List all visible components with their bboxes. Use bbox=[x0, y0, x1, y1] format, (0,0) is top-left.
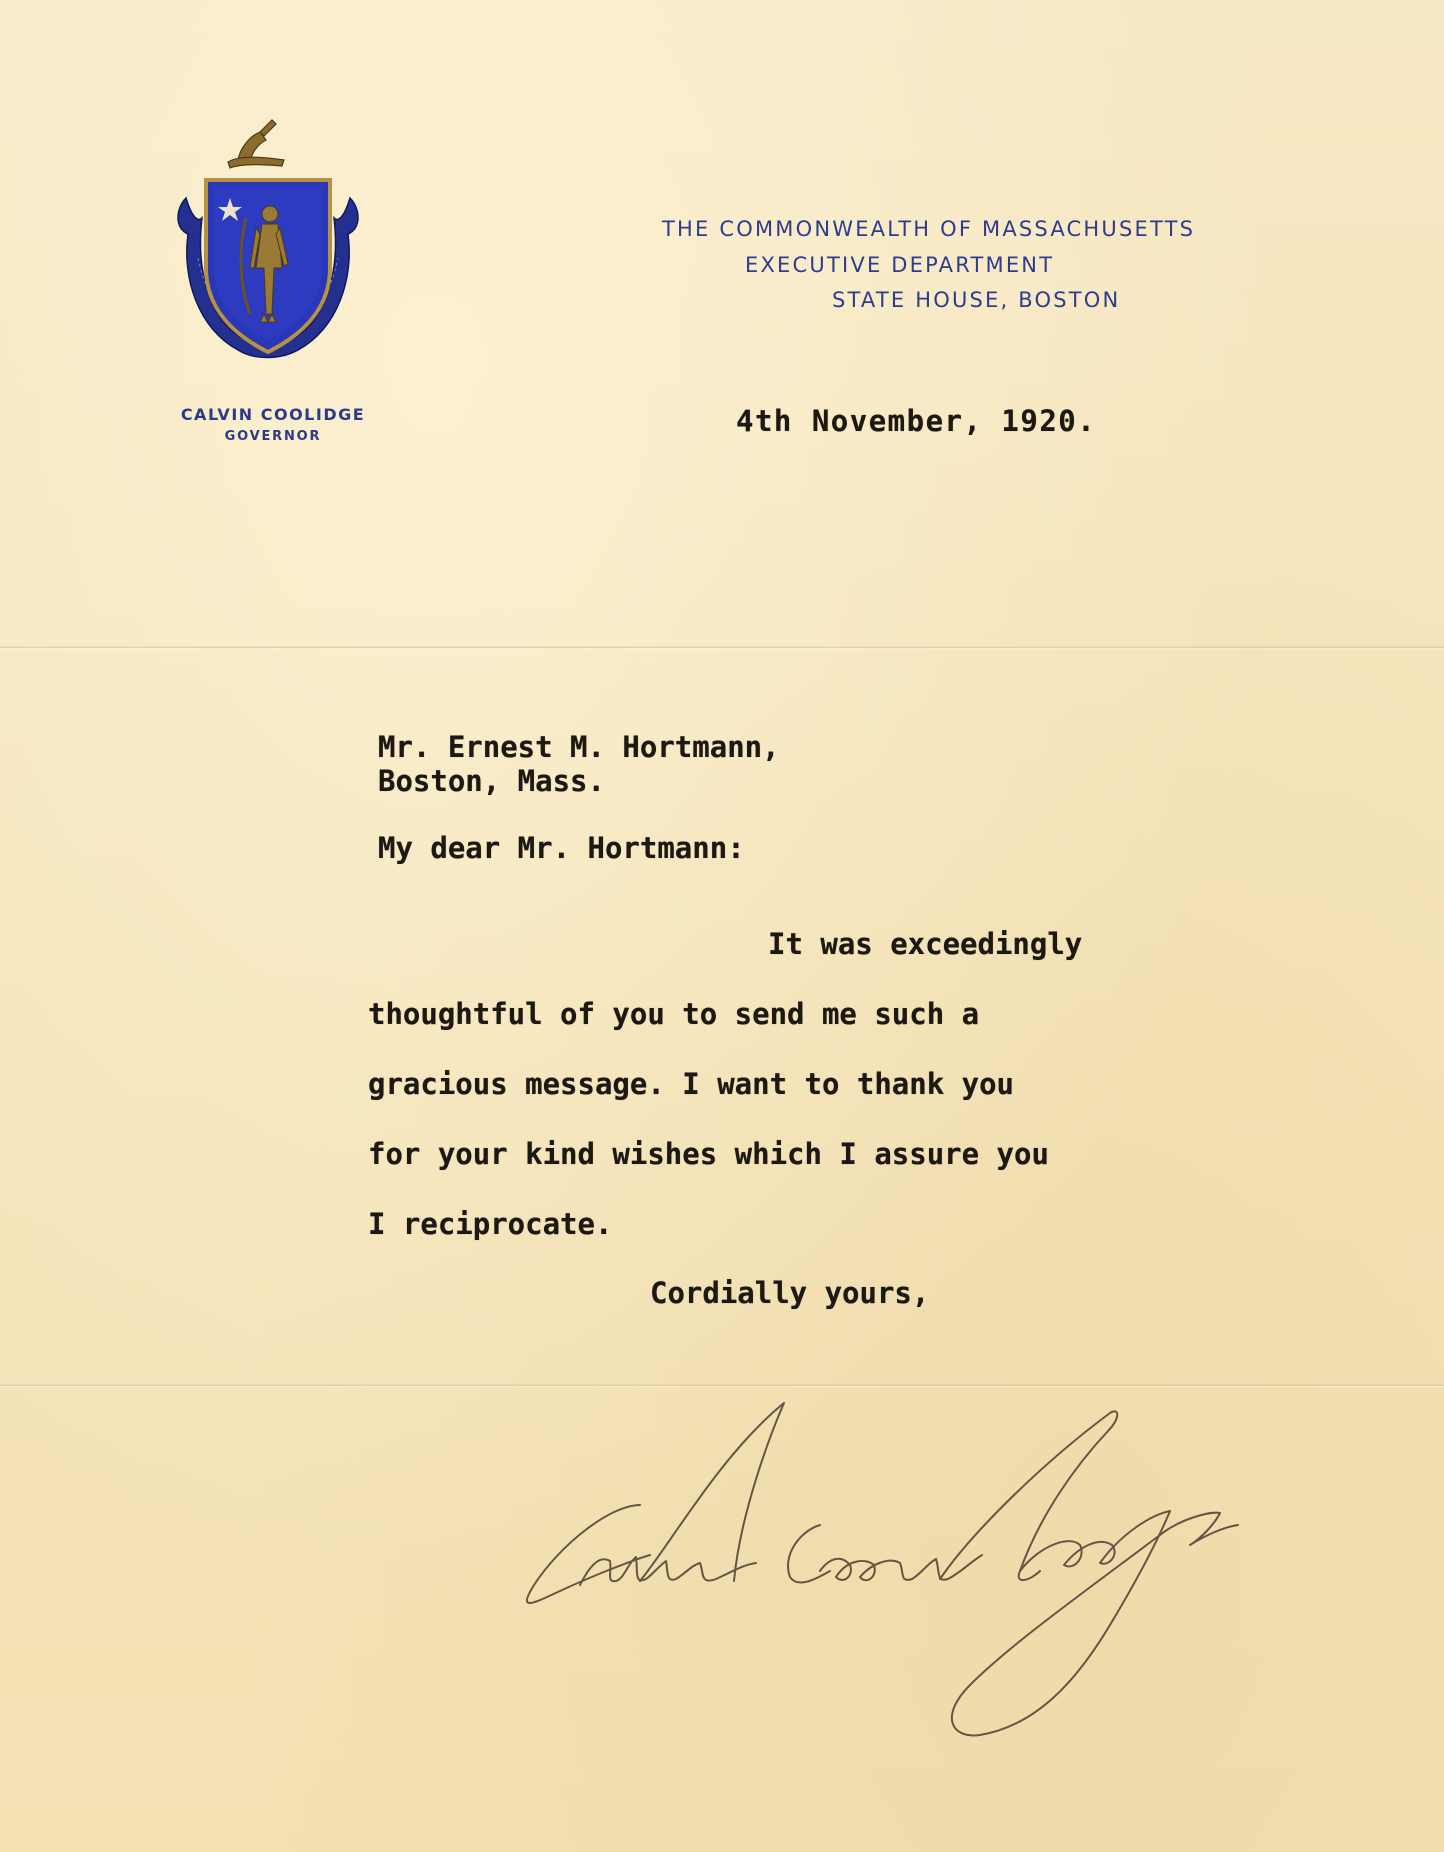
letterhead-line-1: THE COMMONWEALTH OF MASSACHUSETTS bbox=[662, 217, 1196, 241]
body-line: thoughtful of you to send me such a bbox=[368, 997, 980, 1031]
letterhead-line-2: EXECUTIVE DEPARTMENT bbox=[745, 253, 1055, 277]
governor-title: GOVERNOR bbox=[224, 429, 322, 444]
handwritten-signature bbox=[520, 1395, 1320, 1740]
body-line: I reciprocate. bbox=[368, 1207, 613, 1241]
salutation: My dear Mr. Hortmann: bbox=[378, 831, 745, 865]
fold-crease-bottom bbox=[0, 1384, 1444, 1388]
body-line: It was exceedingly bbox=[768, 927, 1083, 961]
massachusetts-seal-icon bbox=[168, 118, 368, 384]
letter-date: 4th November, 1920. bbox=[736, 404, 1097, 438]
recipient-location: Boston, Mass. bbox=[378, 764, 605, 798]
letterhead-line-3: STATE HOUSE, BOSTON bbox=[832, 288, 1121, 312]
body-line: gracious message. I want to thank you bbox=[368, 1067, 1015, 1101]
closing: Cordially yours, bbox=[650, 1276, 930, 1310]
recipient-name: Mr. Ernest M. Hortmann, bbox=[378, 730, 780, 764]
fold-crease-top bbox=[0, 646, 1444, 650]
body-line: for your kind wishes which I assure you bbox=[368, 1137, 1049, 1171]
governor-name: CALVIN COOLIDGE bbox=[180, 405, 366, 424]
